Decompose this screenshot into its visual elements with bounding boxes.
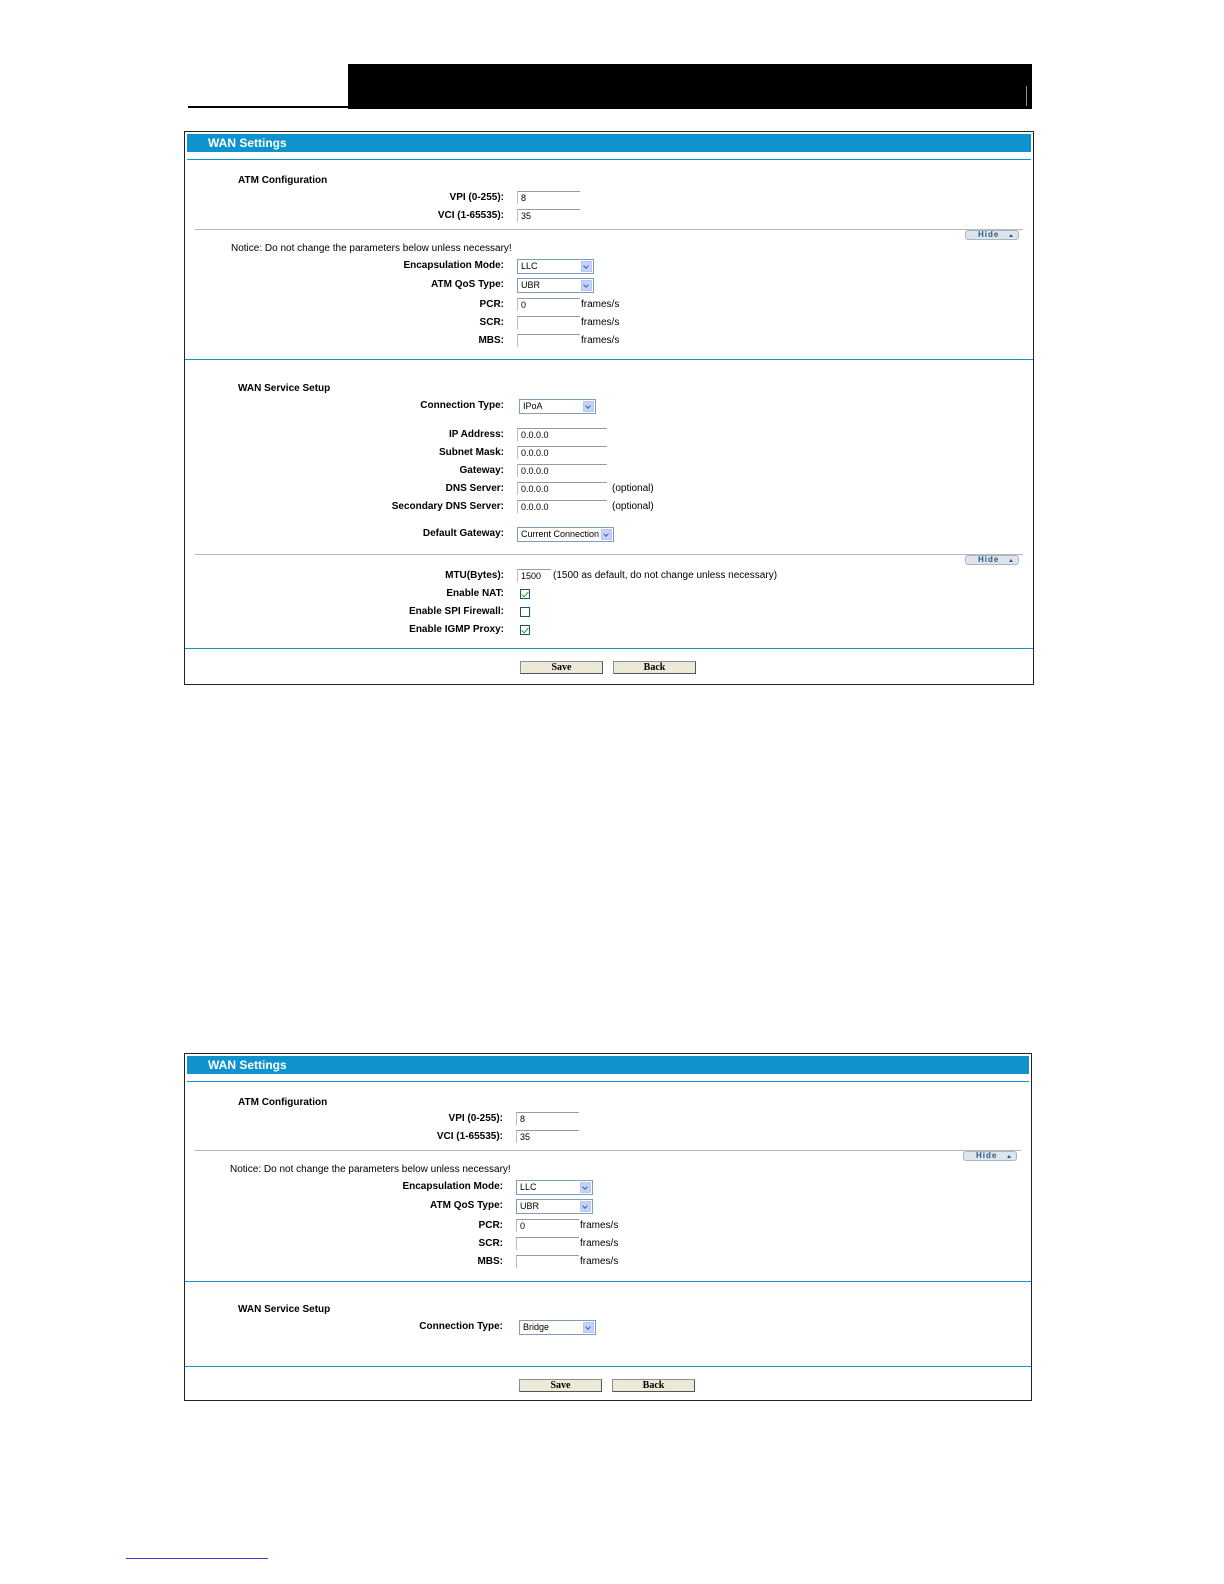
header-bar xyxy=(348,64,1032,109)
hide-label: Hide xyxy=(976,1151,998,1160)
secondary-dns-input[interactable]: 0.0.0.0 xyxy=(517,500,607,513)
vci-label: VCI (1-65535): xyxy=(437,210,504,221)
connection-type-value: Bridge xyxy=(523,1322,550,1332)
collapse-up-icon xyxy=(1007,1155,1011,1158)
section-divider xyxy=(185,359,1033,360)
igmp-label: Enable IGMP Proxy: xyxy=(409,624,504,635)
mbs-unit: frames/s xyxy=(580,1256,619,1267)
atm-advanced-divider xyxy=(195,229,1023,230)
mtu-input[interactable]: 1500 xyxy=(517,569,551,582)
connection-type-value: IPoA xyxy=(523,401,543,411)
back-button[interactable]: Back xyxy=(613,661,696,674)
scr-unit: frames/s xyxy=(581,317,620,328)
secondary-dns-optional: (optional) xyxy=(612,501,654,512)
vpi-label: VPI (0-255): xyxy=(448,1113,503,1124)
qos-select[interactable] xyxy=(516,1199,593,1214)
vpi-input[interactable]: 8 xyxy=(517,191,580,204)
default-gateway-label: Default Gateway: xyxy=(422,528,504,539)
pcr-label: PCR: xyxy=(478,1220,503,1231)
wan-section-title: WAN Service Setup xyxy=(238,383,331,394)
encapsulation-value: LLC xyxy=(520,1182,537,1192)
connection-type-select[interactable] xyxy=(519,1320,596,1335)
wan-hide-button[interactable] xyxy=(965,555,1019,565)
spi-checkbox[interactable] xyxy=(520,607,530,617)
mtu-label: MTU(Bytes): xyxy=(445,570,504,581)
subnet-input[interactable]: 0.0.0.0 xyxy=(517,446,607,459)
collapse-up-icon xyxy=(1009,234,1013,237)
chevron-down-icon xyxy=(581,261,592,272)
vci-input[interactable]: 35 xyxy=(516,1130,579,1143)
qos-value: UBR xyxy=(521,280,541,290)
igmp-checkbox[interactable] xyxy=(520,625,530,635)
connection-type-select[interactable] xyxy=(519,399,596,414)
footer-divider xyxy=(185,648,1033,649)
chevron-down-icon xyxy=(583,1322,594,1333)
hide-label: Hide xyxy=(978,230,1000,239)
notice-text: Notice: Do not change the parameters below unless necessary! xyxy=(231,243,512,254)
scr-label: SCR: xyxy=(478,1238,503,1249)
footer-link-underline xyxy=(126,1558,268,1559)
notice-text: Notice: Do not change the parameters below unless necessary! xyxy=(230,1164,511,1175)
subnet-label: Subnet Mask: xyxy=(438,447,504,458)
mtu-note: (1500 as default, do not change unless necessary) xyxy=(553,570,778,581)
dns-label: DNS Server: xyxy=(445,483,504,494)
dns-input[interactable]: 0.0.0.0 xyxy=(517,482,607,495)
atm-advanced-divider xyxy=(195,1150,1021,1151)
atm-hide-button[interactable] xyxy=(963,1151,1017,1161)
hide-label: Hide xyxy=(978,555,1000,564)
qos-value: UBR xyxy=(520,1201,540,1211)
pcr-input[interactable]: 0 xyxy=(516,1219,579,1232)
ip-input[interactable]: 0.0.0.0 xyxy=(517,428,607,441)
qos-select[interactable] xyxy=(517,278,594,293)
atm-section-title: ATM Configuration xyxy=(238,1097,328,1108)
pcr-unit: frames/s xyxy=(580,1220,619,1231)
back-button[interactable]: Back xyxy=(612,1379,695,1392)
chevron-down-icon xyxy=(601,529,612,540)
default-gateway-select[interactable] xyxy=(517,527,614,542)
qos-label: ATM QoS Type: xyxy=(430,1200,503,1211)
spi-label: Enable SPI Firewall: xyxy=(408,606,504,617)
vci-label: VCI (1-65535): xyxy=(436,1131,503,1142)
header-divider xyxy=(187,159,1031,160)
gateway-label: Gateway: xyxy=(459,465,504,476)
mbs-input[interactable] xyxy=(517,334,580,347)
default-gateway-value: Current Connection xyxy=(521,529,600,539)
panel-title: WAN Settings xyxy=(187,134,1031,152)
connection-type-label: Connection Type: xyxy=(420,400,504,411)
mbs-label: MBS: xyxy=(478,335,504,346)
wan-section-title: WAN Service Setup xyxy=(238,1304,331,1315)
atm-section-title: ATM Configuration xyxy=(238,175,328,186)
encapsulation-label: Encapsulation Mode: xyxy=(402,1181,503,1192)
vpi-label: VPI (0-255): xyxy=(449,192,504,203)
save-button[interactable]: Save xyxy=(519,1379,602,1392)
encapsulation-value: LLC xyxy=(521,261,538,271)
footer-divider xyxy=(185,1366,1031,1367)
nat-label: Enable NAT: xyxy=(446,588,504,599)
nat-checkbox[interactable] xyxy=(520,589,530,599)
scr-input[interactable] xyxy=(516,1237,579,1250)
panel-title: WAN Settings xyxy=(187,1056,1029,1074)
header-bar-mark xyxy=(1026,86,1027,106)
dns-optional: (optional) xyxy=(612,483,654,494)
section-divider xyxy=(185,1281,1031,1282)
atm-hide-button[interactable] xyxy=(965,230,1019,240)
chevron-down-icon xyxy=(583,401,594,412)
wan-advanced-divider xyxy=(195,554,1023,555)
qos-label: ATM QoS Type: xyxy=(431,279,504,290)
collapse-up-icon xyxy=(1009,559,1013,562)
chevron-down-icon xyxy=(580,1201,591,1212)
mbs-unit: frames/s xyxy=(581,335,620,346)
chevron-down-icon xyxy=(581,280,592,291)
scr-unit: frames/s xyxy=(580,1238,619,1249)
pcr-label: PCR: xyxy=(479,299,504,310)
wan-settings-panel-bridge xyxy=(184,1053,1032,1401)
vci-input[interactable]: 35 xyxy=(517,209,580,222)
ip-label: IP Address: xyxy=(448,429,504,440)
save-button[interactable]: Save xyxy=(520,661,603,674)
mbs-label: MBS: xyxy=(477,1256,503,1267)
encapsulation-select[interactable] xyxy=(516,1180,593,1195)
wan-settings-panel-ipoa xyxy=(184,131,1034,685)
pcr-input[interactable]: 0 xyxy=(517,298,580,311)
mbs-input[interactable] xyxy=(516,1255,579,1268)
header-divider xyxy=(187,1081,1029,1082)
encapsulation-label: Encapsulation Mode: xyxy=(403,260,504,271)
scr-input[interactable] xyxy=(517,316,580,329)
chevron-down-icon xyxy=(580,1182,591,1193)
header-rule xyxy=(188,106,348,108)
connection-type-label: Connection Type: xyxy=(419,1321,503,1332)
encapsulation-select[interactable] xyxy=(517,259,594,274)
gateway-input[interactable]: 0.0.0.0 xyxy=(517,464,607,477)
secondary-dns-label: Secondary DNS Server: xyxy=(391,501,504,512)
vpi-input[interactable]: 8 xyxy=(516,1112,579,1125)
pcr-unit: frames/s xyxy=(581,299,620,310)
scr-label: SCR: xyxy=(479,317,504,328)
